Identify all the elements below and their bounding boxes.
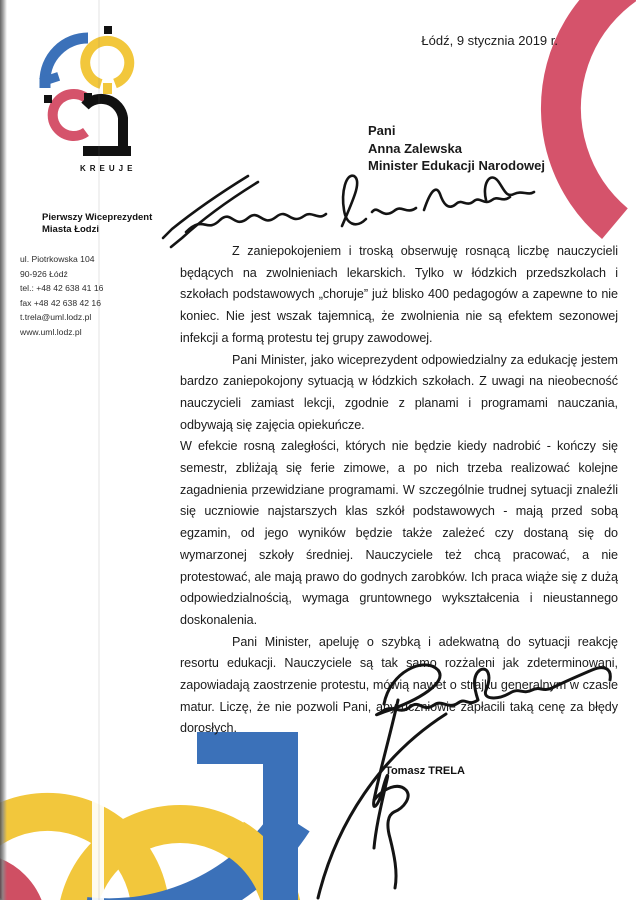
sender-fax: fax +48 42 638 42 16 — [20, 297, 101, 308]
logo-wordmark: KREUJE — [80, 164, 137, 173]
sender-address — [20, 252, 180, 340]
scan-edge-shadow — [0, 0, 7, 900]
paragraph-3: W efekcie rosną zaległości, których nie będzie kiedy nadrobić - kończy się semestr, zbliżają się ferie zimowe, a po nich trzeba realizować kolejne zagadnienia przewidziane programami. W szczególnie trudnej sytuacji znaleźli się uczniowie najstarszych klas szkół podstawowych - mają przed sobą egzamin, od jego wyników będzie także zależeć czy dostaną się do wymarzonej szkoły średniej. Nauczyciele też chcą pracować, a nie protestować, ale mają prawo do godnych zarobków. Ich praca wiąże się z dużą odpowiedzialnością, wymaga gruntownego wykształcenia i nieustannego doskonalenia. — [180, 439, 618, 627]
top-right-red-ring — [561, 0, 636, 224]
logo-o-stub — [103, 83, 112, 94]
scan-fold-line — [98, 0, 100, 900]
logo-o-accent-dot — [104, 26, 112, 34]
recipient-name: Anna Zalewska — [368, 140, 462, 156]
recipient-block — [368, 122, 545, 175]
logo-dot-1 — [44, 95, 52, 103]
letter-date: Łódź, 9 stycznia 2019 r. — [421, 33, 558, 48]
sender-street: ul. Piotrkowska 104 — [20, 254, 95, 264]
logo-letter-z-black — [85, 99, 123, 151]
sender-website: www.uml.lodz.pl — [20, 326, 82, 337]
recipient-salutation: Pani — [368, 123, 396, 138]
sender-email: t.trela@uml.lodz.pl — [20, 312, 92, 323]
sender-phone: tel.: +48 42 638 41 16 — [20, 283, 104, 294]
paragraph-1: Z zaniepokojeniem i troską obserwuję rosnącą liczbę nauczycieli będących na zwolnieniach lekarskich. Tylko w łódzkich przedszkolach i szkołach podstawowych „choruje” już blisko 400 pedagogów a zapewne to nie koniec. Nie jest wszak tajemnicą, że zwolnienia nie są efektem sezonowej infekcji a formą protestu tej grupy zawodowej. — [180, 244, 618, 345]
logo-dot-2 — [84, 93, 92, 101]
logo-z-bottom-bar — [83, 146, 131, 156]
paragraph-2: Pani Minister, jako wiceprezydent odpowiedzialny za edukację jestem bardzo zaniepokojony sytuacją w łódzkich szkołach. Z uwagi na nieobecność nauczycieli zamiast lekcji, zgodnie z planami i programami nauczania, odbywają się zajęcia opiekuńcze. — [180, 352, 618, 432]
letter-body — [180, 241, 618, 740]
sender-city: 90-926 Łódź — [20, 268, 68, 279]
logo-letter-d-pink — [53, 94, 86, 136]
lodz-kreuje-logo — [38, 26, 168, 176]
paragraph-4: Pani Minister, apeluję o szybką i adekwatną do sytuacji reakcję resortu edukacji. Nauczyciele są tak samo rozżaleni jak zdeterminowani, zapowiadają zaostrzenie protestu, mówią nawet o strajku generalnym w czasie matur. Liczę, że nie pozwoli Pani, aby uczniowie zapłacili taką cenę za błędy dorosłych. — [180, 634, 618, 736]
logo-letter-o-yellow — [85, 41, 129, 84]
signer-name: Tomasz TRELA — [385, 765, 465, 777]
sender-title: Pierwszy Wiceprezydent Miasta Łodzi — [42, 212, 153, 235]
recipient-title: Minister Edukacji Narodowej — [368, 158, 545, 173]
sender-block — [20, 212, 180, 340]
